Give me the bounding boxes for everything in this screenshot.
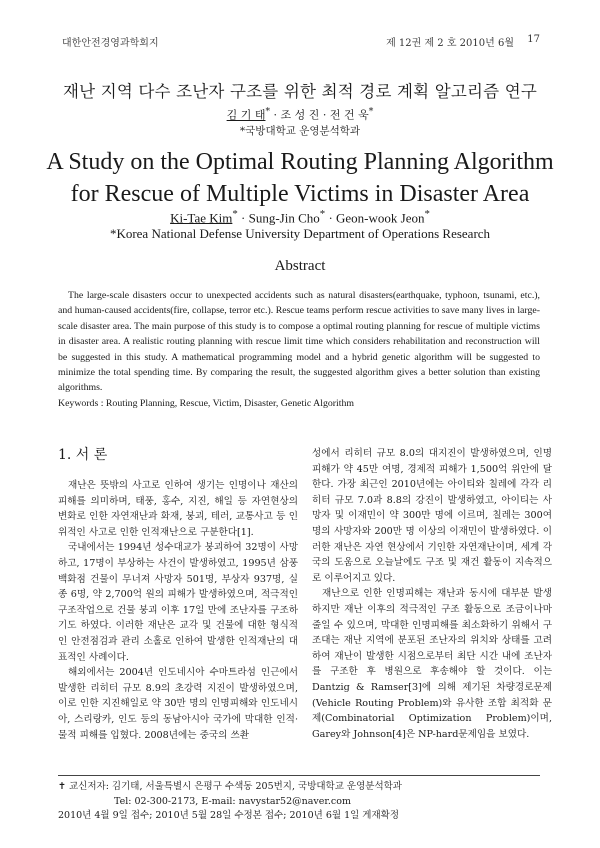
contact-info: Tel: 02-300-2173, E-mail: navystar52@naver.com [114, 795, 351, 807]
second-author-en-mark: * [319, 208, 326, 220]
section-heading: 1. 서 론 [58, 447, 108, 463]
english-title [0, 146, 600, 210]
running-header [62, 34, 540, 50]
english-authors [0, 208, 600, 226]
first-author-en: Ki-Tae Kim [170, 210, 233, 226]
coauthors-ko-mark: * [368, 106, 374, 117]
first-author-ko: 김 기 태 [226, 108, 266, 122]
left-column [58, 446, 298, 743]
abstract-text: The large-scale disasters occur to unexpected accidents such as natural disasters(earthquake, typhoon, tsunami, etc.), and human-caused accidents(fire, collapse, terror etc.). Rescue teams perform rescue activities to save many lives in large-scale disaster area. The main purpose of this study is to compose a optimal routing planning for rescue of multiple victims in disaster area. A realistic routing planning with rescue limit time which considers rehabilitation and reconstruction will be suggested in this study. A mathematical programming model and a hybrid genetic algorithm will be suggested to minimize the total spending time. By comparing the result, the suggested algorithm gives a better solution than existing algorithms. [58, 290, 540, 394]
english-title-line-2: for Rescue of Multiple Victims in Disaster Area [70, 181, 530, 207]
first-author-ko-mark: * [265, 106, 271, 117]
abstract-heading: Abstract [274, 258, 326, 274]
paragraph: 성에서 리히터 규모 8.0의 대지진이 발생하였으며, 인명피해가 약 45만 여명, 경제적 피해가 1,500억 위안에 달한다. 가장 최근인 2010년에는 아이티와 칠레에 각각 리히터 규모 7.0과 8.8의 강진이 발생하였고, 아이티는 사망자 및 이재민이 약 300만 명에 이르며, 칠레는 300여명의 사망자와 200만 명 이상의 이재민이 발생하였다. 이러한 재난은 자연 현상에서 기인한 자연재난이며, 세계 각국의 도움으로 오늘날에도 구조 및 재건 활동이 지속적으로 이루어지고 있다. [312, 448, 552, 584]
third-author-en: · Geon-wook Jeon [325, 210, 425, 226]
submission-dates: 2010년 4월 9일 접수; 2010년 5월 28일 수정본 접수; 2010년 6월 1일 게재확정 [58, 810, 400, 821]
english-affiliation: *Korea National Defense University Department of Operations Research [109, 226, 491, 241]
volume-info: 제 12권 제 2 호 2010년 6월 [386, 38, 514, 49]
korean-affiliation: *국방대학교 운영분석학과 [239, 125, 361, 137]
paragraph: 국내에서는 1994년 성수대교가 붕괴하여 32명이 사망하고, 17명이 부상하는 사건이 발생하였고, 1995년 삼풍백화점 건물이 무너져 사망자 501명, 부상자 937명, 실종 6명, 약 2,700억 원의 피해가 발생하였으며, 적극적인 구조작업으로 건물 붕괴 이후 17일 만에 조난자를 구조하기도 하였다. 이러한 재난은 교각 및 건물에 대한 형식적인 안전점검과 관리 소홀로 인하여 발생한 인적재난의 대표적인 사례이다. [58, 542, 298, 663]
second-author-en: · Sung-Jin Cho [237, 210, 320, 226]
third-author-en-mark: * [424, 208, 430, 220]
paragraph: 재난으로 인한 인명피해는 재난과 동시에 대부분 발생하지만 재난 이후의 적극적인 구조 활동으로 조금이나마 줄일 수 있으며, 막대한 인명피해를 최소화하기 위해서 구조대는 재난 지역에 분포된 조난자의 위치와 상태를 고려하여 재난이 발생한 시점으로부터 최단 시간 내에 조난자를 구조한 후 병원으로 후송해야 할 것이다. 이는 Dantzig & Ramser[3]에 의해 제기된 차량경로문제(Vehicle Routing Problem)와 유사한 조합 최적화 문제(Combinatorial Optimization Problem)이며, Garey와 Johnson[4]은 NP-hard문제임을 보였다. [312, 588, 552, 740]
journal-name: 대한안전경영과학회지 [62, 38, 159, 49]
right-column [312, 446, 552, 742]
korean-title: 재난 지역 다수 조난자 구조를 위한 최적 경로 계획 알고리즘 연구 [62, 82, 538, 101]
korean-authors [0, 106, 600, 123]
page-number: 17 [527, 34, 540, 45]
english-title-line-1: A Study on the Optimal Routing Planning Algorithm [46, 149, 554, 175]
paragraph: 재난은 뜻밖의 사고로 인하여 생기는 인명이나 재산의 피해를 의미하며, 태풍, 홍수, 지진, 해일 등 자연현상의 변화로 인한 자연재난과 화재, 붕괴, 테러, 교통사고 등 인위적인 사고로 인한 인적재난으로 구분한다[1]. [58, 480, 298, 538]
footnote [58, 780, 540, 824]
first-author-en-mark: * [232, 208, 238, 220]
corresponding-author: ✝ 교신저자: 김기태, 서울특별시 은평구 수색동 205번지, 국방대학교 운영분석학과 [58, 781, 402, 792]
coauthors-ko: · 조 성 진 · 전 건 욱 [270, 108, 369, 122]
footnote-divider [58, 775, 540, 776]
paragraph: 해외에서는 2004년 인도네시아 수마트라섬 인근에서 발생한 리히터 규모 8.9의 초강력 지진이 발생하였으며, 이로 인한 지진해일로 약 30만 명의 인명피해와 인도네시아, 스리랑카, 인도 등의 동남아시아 국가에 막대한 인적·물적 피해를 입혔다. 2008년에는 중국의 쓰촨 [58, 667, 298, 741]
abstract [58, 288, 540, 411]
keywords: Keywords : Routing Planning, Rescue, Victim, Disaster, Genetic Algorithm [58, 397, 354, 409]
